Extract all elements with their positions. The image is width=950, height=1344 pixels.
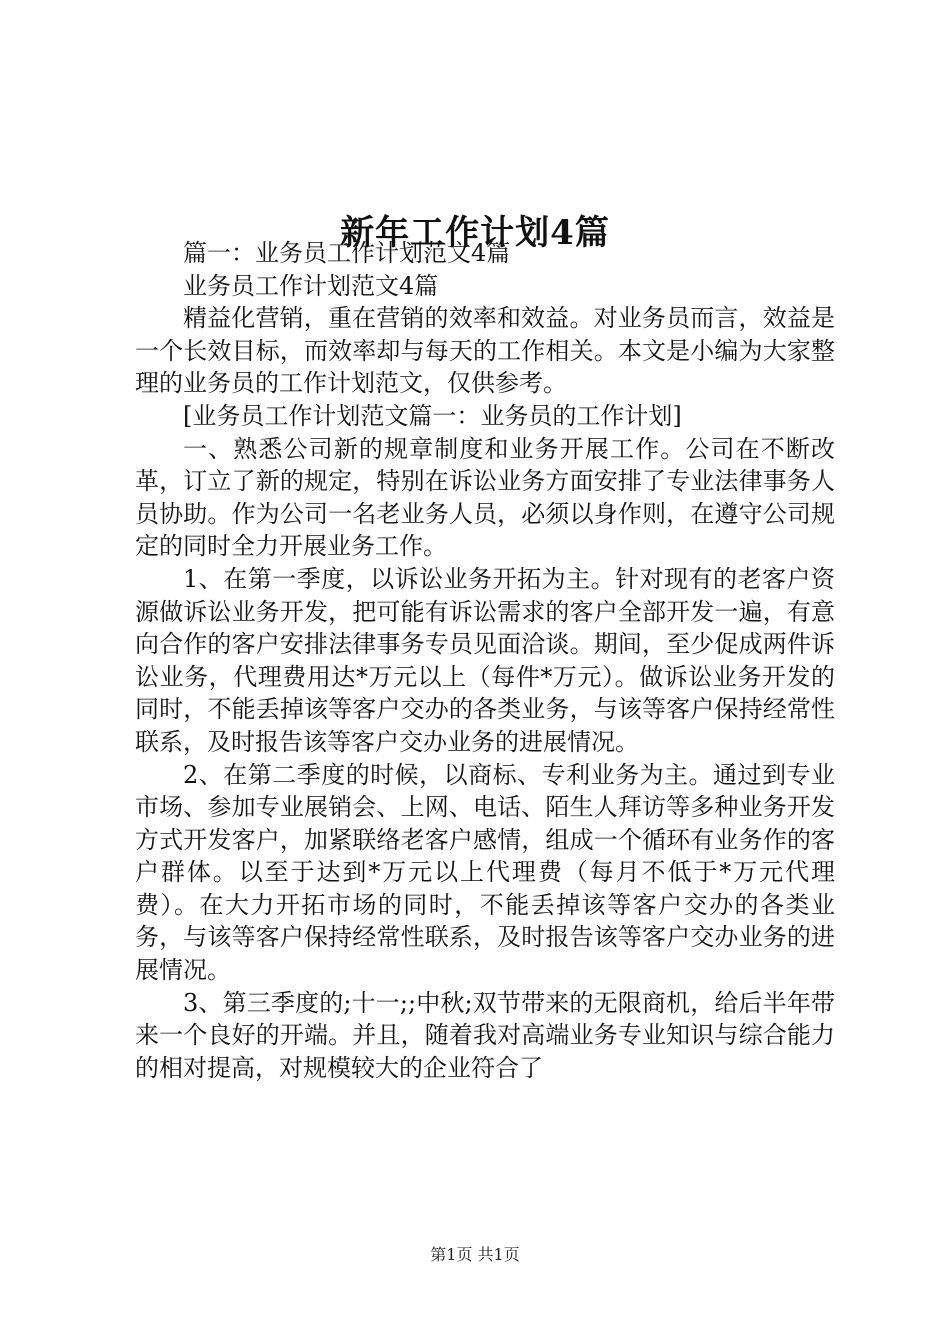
paragraph-point-one: 一、熟悉公司新的规章制度和业务开展工作。公司在不断改革，订立了新的规定，特别在诉讼业务方面安排了专业法律事务人员协助。作为公司一名老业务人员，必须以身作则，在遵守公司规定的同时全力开展业务工作。 (135, 434, 835, 561)
paragraph-first-quarter: 1、在第一季度，以诉讼业务开拓为主。针对现有的老客户资源做诉讼业务开发，把可能有诉讼需求的客户全部开发一遍，有意向合作的客户安排法律事务专员见面洽谈。期间，至少促成两件诉讼业务，代理费用达*万元以上（每件*万元）。做诉讼业务开发的同时，不能丢掉该等客户交办的各类业务，与该等客户保持经常性联系，及时报告该等客户交办业务的进展情况。 (135, 564, 835, 756)
page-number-footer: 第1页 共1页 (430, 1245, 520, 1264)
paragraph-third-quarter: 3、第三季度的;十一;;中秋;双节带来的无限商机，给后半年带来一个良好的开端。并且，随着我对高端业务专业知识与综合能力的相对提高，对规模较大的企业符合了 (135, 988, 835, 1082)
document-title: 新年工作计划4篇 (340, 212, 610, 253)
paragraph-subtitle: 业务员工作计划范文4篇 (183, 271, 439, 300)
paragraph-section-heading: 篇一：业务员工作计划范文4篇 (183, 239, 511, 267)
paragraph-second-quarter: 2、在第二季度的时候，以商标、专利业务为主。通过到专业市场、参加专业展销会、上网、电话、陌生人拜访等多种业务开发方式开发客户，加紧联络老客户感情，组成一个循环有业务作的客户群体。以至于达到*万元以上代理费（每月不低于*万元代理费）。在大力开拓市场的同时，不能丢掉该等客户交办的各类业务，与该等客户保持经常性联系，及时报告该等客户交办业务的进展情况。 (135, 760, 835, 985)
paragraph-bracket-heading: [业务员工作计划范文篇一：业务员的工作计划] (183, 401, 682, 430)
paragraph-intro: 精益化营销，重在营销的效率和效益。对业务员而言，效益是一个长效目标，而效率却与每天的工作相关。本文是小编为大家整理的业务员的工作计划范文，仅供参考。 (135, 304, 835, 398)
document-body (135, 237, 835, 1084)
